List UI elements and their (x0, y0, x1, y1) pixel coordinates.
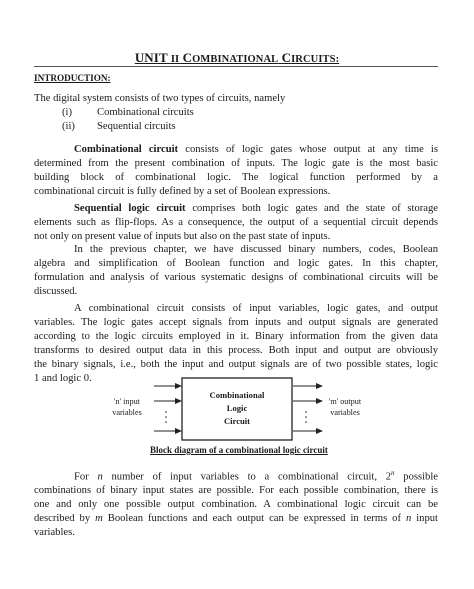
para-line: determined from the present combination of inputs. The logic gate is the most basic (34, 157, 438, 169)
para-line: For n number of input variables to a combinational circuit, 2$^n$ possible (74, 469, 438, 483)
para-line: according to the logic circuits employed in it. Binary information from the given data (34, 330, 438, 342)
para-line: formulation and analysis of various systematic designs of combinational circuits will be (34, 271, 438, 283)
term-combinational: Combinational circuit (74, 144, 179, 155)
title-c1: C (182, 50, 193, 65)
output-arrows (293, 386, 322, 431)
diagram-caption: Block diagram of a combinational logic circuit (150, 445, 328, 455)
para-line: elements such as flip-flops. As a consequence, the output of a sequential circuit depends (34, 216, 438, 228)
para-line: In the previous chapter, we have discussed binary numbers, codes, Boolean (74, 244, 438, 255)
output-label-line: 'm' output (328, 397, 362, 406)
list-text: Combinational circuits (97, 107, 194, 118)
para-line: transforms to desired output data in this process. Both input and output are obviously (34, 344, 438, 356)
para-line: 1 and logic 0. (34, 372, 92, 384)
para-line: comprises both logic gates and the state of storage (192, 203, 438, 214)
list-number: (ii) (62, 121, 75, 132)
para-line: one and only one possible output combination. A combinational logic circuit can be (34, 499, 438, 511)
para-line: consists of logic gates whose output at any time is (185, 144, 438, 155)
input-arrows (154, 386, 181, 431)
list-number: (i) (62, 107, 72, 118)
intro-line: The digital system consists of two types of circuits, namely (34, 93, 286, 104)
para-line: discussed. (34, 285, 78, 297)
output-label-line: variables (330, 408, 360, 417)
input-label-line: 'n' input (114, 397, 140, 406)
box-label-line: Logic (226, 403, 248, 413)
title-ircuits: IRCUITS: (291, 54, 340, 65)
para-line: variables. (34, 527, 75, 539)
term-sequential: Sequential logic circuit (74, 203, 186, 214)
para-line: variables. The logic gates accept signals from inputs and output signals are generated (34, 316, 438, 328)
box-label-line: Combinational (209, 390, 265, 400)
title-ombinational: OMBINATIONAL (192, 54, 279, 65)
para-line: A combinational circuit consists of input variables, logic gates, and output (74, 303, 438, 314)
para-line: combinational circuit is fully defined by a set of Boolean expressions. (34, 185, 331, 197)
para-line: combinations of binary input states are possible. For each possible combination, there is (34, 485, 438, 497)
title-unit: UNIT (134, 50, 168, 65)
list-text: Sequential circuits (97, 121, 176, 132)
box-label-line: Circuit (223, 416, 251, 426)
input-label-line: variables (112, 408, 142, 417)
para-line: building block of combinational logic. The logical function performed by a (34, 171, 438, 183)
para-line: the binary signals, i.e., both the input and output signals are of two possible states, logic (34, 358, 438, 370)
para-line: not only on present value of inputs but also on the past state of inputs. (34, 230, 331, 242)
para-line: described by m Boolean functions and each output can be expressed in terms of n input (34, 513, 438, 525)
title-roman: II (170, 54, 180, 65)
para-line: algebra and simplification of Boolean function and logic gates. In this chapter, (34, 257, 438, 269)
section-heading: INTRODUCTION: (34, 73, 111, 83)
title-c2: C (281, 50, 292, 65)
paragraph-final (34, 467, 438, 540)
